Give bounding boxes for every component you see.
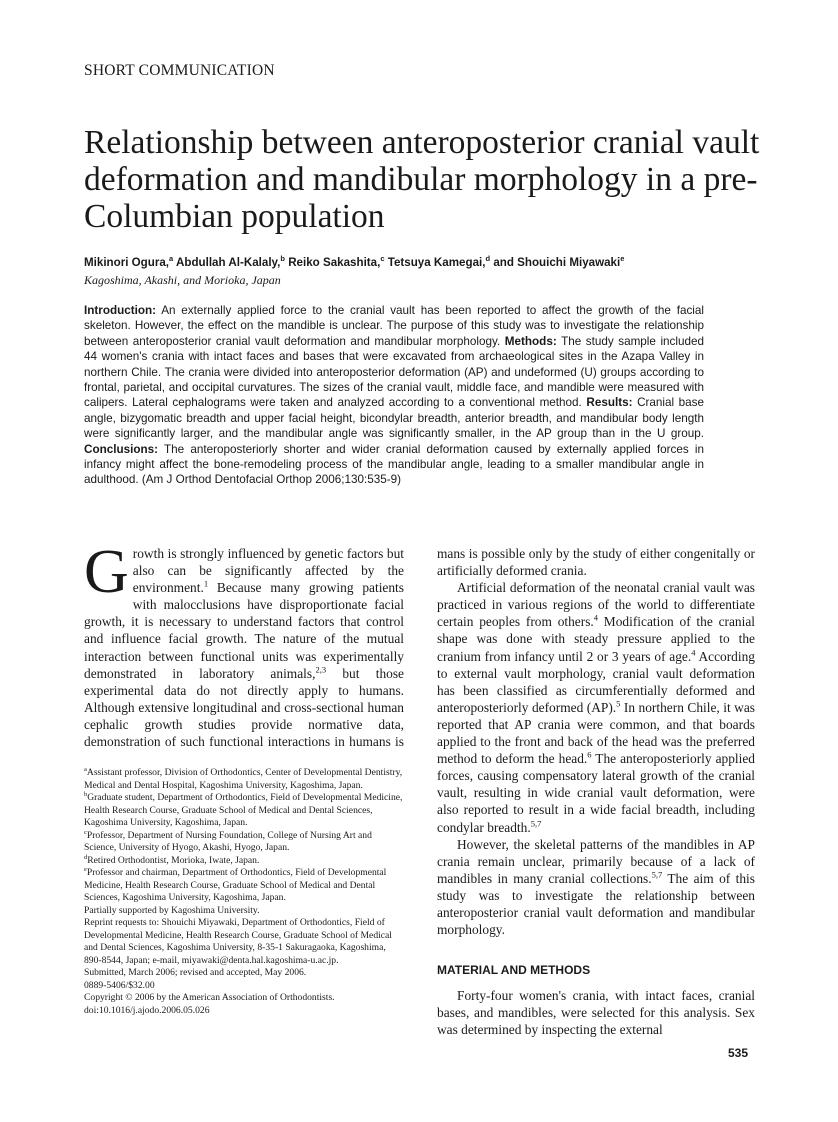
citation: 5,7: [651, 869, 663, 880]
reprint-request: Reprint requests to: Shouichi Miyawaki, Department of Orthodontics, Field of Developmental Medicine, Health Research Course, Graduate School of Medical and Dental Sciences, Kagoshima University, 8-35-1 Sakuragaoka, Kagoshima, 890-8544, Japan; e-mail, miyawaki@denta.hal.kagoshima-u.ac.jp.: [84, 917, 392, 966]
abstract: [84, 303, 704, 488]
abstract-conclusions-label: Conclusions:: [84, 442, 159, 456]
affiliation-mark: d: [485, 254, 491, 264]
affiliation-mark: e: [620, 254, 625, 264]
support-note: Partially supported by Kagoshima University.: [84, 904, 260, 916]
section-heading: MATERIAL AND METHODS: [437, 963, 591, 977]
body-paragraph: Growth is strongly influenced by genetic factors but also can be significantly affected by the environment.$^1$ Because many growing patients with malocclusions have disproportionate facial growth, it is necessary to understand factors that control and influence facial growth. The nature of the mutual interaction between functional units was experimentally demonstrated in laboratory animals,$^{2,3}$ but those experimental data do not directly apply to humans. Although extensive longitudinal and cross-sectional human cephalic growth studies provide normative data, demonstration of such functional interactions in humans is: [84, 545, 404, 750]
citation: 5: [616, 698, 621, 709]
footnote: $^a$Assistant professor, Division of Orthodontics, Center of Developmental Dentistry, Medical and Dental Hospital, Kagoshima University, Kagoshima, Japan.: [84, 765, 403, 791]
copyright: Copyright © 2006 by the American Association of Orthodontists.: [84, 992, 335, 1003]
author-name: and Shouichi Miyawaki: [493, 256, 621, 269]
affiliation-mark: b: [280, 254, 285, 264]
doi: doi:10.1016/j.ajodo.2006.05.026: [84, 1004, 210, 1016]
methods-paragraph: [437, 987, 755, 1038]
abstract-results-text: Cranial base angle, bizygomatic breadth and upper facial height, bicondylar breadth, anterior breadth, and mandibular body length were significantly larger, and the mandibular angle was significantly smaller, in the AP group than in the U group.: [84, 396, 704, 441]
abstract-methods-text: The study sample included 44 women's crania with intact faces and bases that were excavated from archaeological sites in the Azapa Valley in northern Chile. The crania were divided into anteroposterior deformation (AP) and undeformed (U) groups according to frontal, parietal, and occipital curvatures. The sizes of the cranial vault, middle face, and mandible were measured with calipers. Lateral cephalograms were taken and analyzed according to a conventional method.: [84, 334, 704, 410]
citation: 6: [587, 749, 592, 760]
footnote: $^b$Graduate student, Department of Orthodontics, Field of Developmental Medicine, Health Research Course, Graduate School of Medical and Dental Sciences, Kagoshima University, Kagoshima, Japan.: [84, 790, 403, 828]
footnote: $^e$Professor and chairman, Department of Orthodontics, Field of Developmental Medicine, Health Research Course, Graduate School of Medical and Dental Sciences, Kagoshima University, Kagoshima, Japan.: [84, 865, 387, 903]
citation: 2,3: [315, 664, 327, 675]
citation: 5,7: [530, 818, 542, 829]
section-label: SHORT COMMUNICATION: [84, 62, 275, 79]
abstract-results-label: Results:: [586, 396, 633, 410]
citation: 1: [203, 578, 209, 589]
citation: 4: [593, 612, 599, 623]
abstract-intro-text: An externally applied force to the cranial vault has been reported to affect the growth of the facial skeleton. However, the effect on the mandible is unclear. The purpose of this study was to investigate the relationship between anteroposterior cranial vault deformation and mandibular morphology.: [84, 304, 704, 348]
issn: 0889-5406/$32.00: [84, 979, 155, 991]
author-name: Mikinori Ogura,: [84, 256, 170, 269]
affiliation-mark: c: [380, 254, 385, 264]
body-column-right-text: [437, 545, 755, 938]
author-name: Tetsuya Kamegai,: [387, 256, 486, 269]
citation: 4: [691, 647, 696, 658]
page-number: 535: [728, 1046, 749, 1060]
body-paragraph: Artificial deformation of the neonatal cranial vault was practiced in various regions of the world to differentiate certain peoples from others.$^4$ Modification of the cranial shape was done with steady pressure applied to the cranium from infancy until 2 or 3 years of age.$^4$ According to external vault morphology, cranial vault deformation has been classified as circumferentially deformed and anteroposteriorly deformed (AP).$^5$ In northern Chile, it was reported that AP crania were common, and that boards applied to the front and back of the head was the preferred method to deform the head.$^6$ The anteroposteriorly applied forces, causing compensatory lateral growth of the cranial vault, resulting in wide cranial vault deformation, were also reported to result in a wide facial breadth, including condylar breadth.$^{5,7}$: [437, 580, 756, 835]
body-paragraph: However, the skeletal patterns of the mandibles in AP crania remain unclear, primarily because of a lack of mandibles in many cranial collections.$^{5,7}$ The aim of this study was to investigate the relationship between anteroposterior cranial vault deformation and mandibular morphology.: [437, 836, 755, 938]
body-paragraph-continued: mans is possible only by the study of either congenitally or artificially deformed crania.: [437, 546, 755, 579]
footnotes: [84, 767, 404, 1017]
body-paragraph: Forty-four women's crania, with intact faces, cranial bases, and mandibles, were selected for this analysis. Sex was determined by inspecting the external: [437, 988, 755, 1038]
author-name: Reiko Sakashita,: [288, 256, 381, 269]
submission-dates: Submitted, March 2006; revised and accepted, May 2006.: [84, 967, 307, 978]
article-title: Relationship between anteroposterior cranial vault deformation and mandibular morphology in a pre-Columbian population: [84, 124, 760, 235]
author-list: [84, 256, 624, 269]
abstract-conclusions-text: The anteroposteriorly shorter and wider cranial deformation caused by externally applied forces in infancy might affect the bone-remodeling process of the mandibular angle, leading to a smaller mandibular angle in adulthood. (Am J Orthod Dentofacial Orthop 2006;130:535-9): [84, 442, 704, 487]
abstract-intro-label: Introduction:: [84, 304, 157, 317]
footnote: $^d$Retired Orthodontist, Morioka, Iwate, Japan.: [84, 853, 260, 866]
drop-cap: G: [84, 545, 129, 606]
affiliation-mark: a: [169, 254, 174, 264]
abstract-methods-label: Methods:: [504, 334, 557, 348]
author-locations: Kagoshima, Akashi, and Morioka, Japan: [84, 273, 281, 287]
body-column-left: [84, 545, 404, 751]
footnote: $^c$Professor, Department of Nursing Foundation, College of Nursing Art and Science, University of Hyogo, Akashi, Hyogo, Japan.: [84, 828, 372, 853]
author-name: Abdullah Al-Kalaly,: [176, 256, 281, 269]
